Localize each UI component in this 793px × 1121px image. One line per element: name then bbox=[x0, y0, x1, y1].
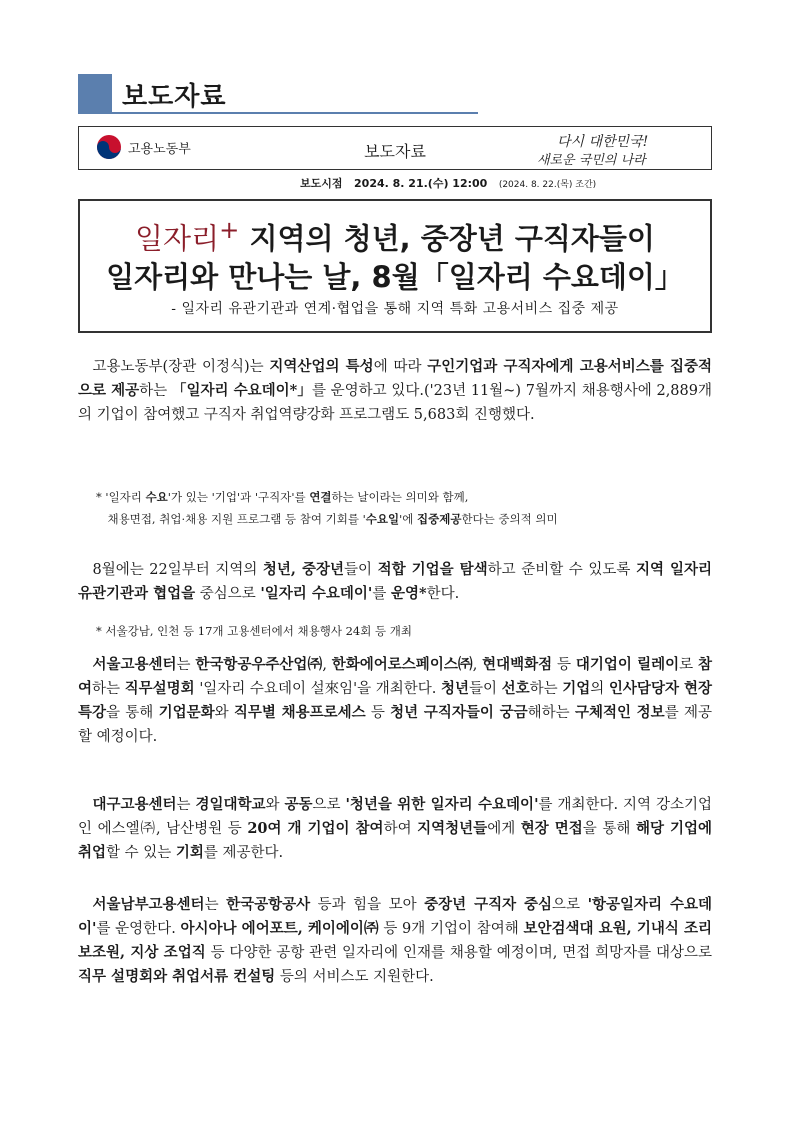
bold-text: 직무 설명회와 취업서류 컨설팅 bbox=[78, 968, 276, 985]
text-run: 를 개최한다. 지역 강소기업인 에스엘㈜, 남산병원 등 bbox=[78, 797, 712, 837]
bold-text: 청년, 중장년 bbox=[262, 561, 345, 578]
text-run: 등과 힘을 모아 bbox=[310, 897, 425, 913]
text-run: 는 bbox=[176, 657, 196, 673]
bold-text: 구체적인 정보 bbox=[574, 704, 665, 721]
header-accent-block bbox=[78, 74, 112, 112]
text-run: 중심으로 bbox=[195, 586, 261, 602]
text-run: 하는 bbox=[529, 681, 563, 697]
bold-text: 한화에어로스페이스㈜ bbox=[331, 656, 473, 673]
text-run: 하여 bbox=[383, 821, 418, 837]
bold-text: 공동 bbox=[284, 796, 313, 813]
text-run: 채용면접, 취업·채용 지원 프로그램 등 참여 기회를 ' bbox=[107, 512, 366, 526]
bold-text: 인사담당자 현장 특강 bbox=[78, 680, 713, 721]
bold-text: 수요 bbox=[145, 490, 168, 504]
headline-box bbox=[78, 199, 712, 333]
text-run: , bbox=[322, 657, 332, 673]
text-run: 등 bbox=[552, 657, 576, 673]
paragraph-5 bbox=[78, 893, 712, 989]
bold-text: 아시아나 에어포트, 케이에이㈜ bbox=[180, 920, 379, 937]
text-run: 는 bbox=[176, 797, 196, 813]
text-run: 하고 준비할 수 있도록 bbox=[487, 562, 636, 578]
text-run: 한다. bbox=[426, 586, 460, 602]
bold-text: 청년 bbox=[440, 680, 469, 697]
text-run: 을 통해 bbox=[106, 705, 159, 721]
text-run: 8월에는 22일부터 지역의 bbox=[92, 562, 263, 578]
text-run: 등 9개 기업이 참여해 bbox=[378, 921, 524, 937]
paragraph-1 bbox=[78, 355, 712, 427]
text-run: '에 bbox=[399, 512, 418, 526]
bold-text: 지역청년들 bbox=[417, 820, 488, 837]
text-run: '일자리 수요데이 설來임'을 개최한다. bbox=[194, 681, 441, 697]
text-run: 등 다양한 공항 관련 일자리에 인재를 채용할 예정이며, 면접 희망자를 대상으로 bbox=[205, 945, 712, 961]
bold-text: 직무설명회 bbox=[124, 680, 195, 697]
text-run: 를 운영하고 있다.('23년 11월~) 7월까지 채용행사에 2,889개의 기업이 참여했고 구직자 취업역량강화 프로그램도 5,683회 진행했다. bbox=[78, 383, 712, 423]
text-run: 로 bbox=[679, 657, 698, 673]
text-run: 하는 bbox=[92, 681, 125, 697]
bold-text: 「일자리 수요데이*」 bbox=[171, 382, 312, 399]
headline-line2: 일자리와 만나는 날, 8월「일자리 수요데이」 bbox=[106, 259, 684, 294]
bold-text: 청년 구직자들이 궁금 bbox=[390, 704, 528, 721]
ministry-name: 고용노동부 bbox=[128, 141, 191, 157]
bold-text: 운영* bbox=[390, 585, 427, 602]
bold-text: 중장년 구직자 중심 bbox=[424, 896, 553, 913]
embargo-line bbox=[300, 175, 596, 191]
paragraph-4 bbox=[78, 793, 712, 865]
bold-text: 현장 면접 bbox=[520, 820, 583, 837]
bold-text: 대기업이 릴레이 bbox=[575, 656, 680, 673]
text-run: 들이 bbox=[344, 562, 378, 578]
brand-mark: 일자리 bbox=[135, 221, 220, 256]
bold-text: 구인기업과 구직자에게 고용서비스를 집중적으로 제공 bbox=[78, 358, 712, 399]
text-run: * '일자리 bbox=[96, 490, 146, 504]
text-run: 와 bbox=[265, 797, 285, 813]
text-run: 들이 bbox=[468, 681, 502, 697]
bold-text: 수요일 bbox=[365, 512, 400, 526]
embargo-datetime: 2024. 8. 21.(수) 12:00 bbox=[354, 177, 488, 190]
bold-text: '청년을 위한 일자리 수요데이' bbox=[345, 796, 539, 813]
bold-text: 해당 기업에 취업 bbox=[78, 820, 712, 861]
text-run: 으로 bbox=[312, 797, 346, 813]
text-run: 에 따라 bbox=[373, 359, 428, 375]
text-run: 해하는 bbox=[527, 705, 575, 721]
text-run: 한다는 중의적 의미 bbox=[461, 512, 558, 526]
text-run: 를 운영한다. bbox=[96, 921, 181, 937]
bold-text: 서울남부고용센터 bbox=[92, 896, 205, 913]
text-run: 으로 bbox=[552, 897, 588, 913]
text-run: 등 bbox=[365, 705, 391, 721]
text-run: , bbox=[472, 657, 483, 673]
bold-text: 직무별 채용프로세스 bbox=[233, 704, 366, 721]
bold-text: 집중제공 bbox=[417, 512, 462, 526]
text-run: 을 통해 bbox=[582, 821, 636, 837]
bold-text: 선호 bbox=[501, 680, 530, 697]
header-underline bbox=[78, 112, 478, 114]
bold-text: '일자리 수요데이' bbox=[260, 585, 373, 602]
footnote-2: * 서울강남, 인천 등 17개 고용센터에서 채용행사 24회 등 개최 bbox=[96, 624, 412, 638]
bold-text: 경일대학교 bbox=[195, 796, 266, 813]
bold-text: 대구고용센터 bbox=[92, 796, 177, 813]
text-run: 와 bbox=[214, 705, 234, 721]
bold-text: 한국항공우주산업㈜ bbox=[195, 656, 323, 673]
paragraph-2 bbox=[78, 558, 712, 606]
page-title: 보도자료 bbox=[122, 82, 227, 112]
text-run: 에게 bbox=[487, 821, 521, 837]
bold-text: 적합 기업을 탐색 bbox=[377, 561, 488, 578]
bold-text: 서울고용센터 bbox=[92, 656, 177, 673]
text-run: 를 제공한다. bbox=[203, 845, 284, 861]
banner-label: 보도자료 bbox=[364, 142, 426, 161]
text-run: 를 제공할 예정이다. bbox=[78, 705, 712, 745]
bold-text: 지역산업의 특성 bbox=[269, 358, 374, 375]
bold-text: 기회 bbox=[175, 844, 204, 861]
bold-text: 참여 bbox=[78, 656, 712, 697]
bold-text: 연결 bbox=[309, 490, 332, 504]
text-run: 하는 날이라는 의미와 함께, bbox=[331, 490, 469, 504]
bold-text: 기업 bbox=[562, 680, 591, 697]
bold-text: 보안검색대 요원, 기내식 조리보조원, 지상 조업직 bbox=[78, 920, 712, 961]
paragraph-3 bbox=[78, 653, 712, 749]
text-run: 를 bbox=[372, 586, 391, 602]
footnote-1 bbox=[96, 486, 716, 530]
bold-text: 20여 개 기업이 참여 bbox=[247, 820, 384, 837]
text-run: 고용노동부(장관 이정식)는 bbox=[92, 359, 270, 375]
embargo-sub: (2024. 8. 22.(목) 조간) bbox=[498, 180, 597, 190]
headline bbox=[80, 211, 710, 296]
slogan-calligraphy bbox=[527, 129, 697, 169]
bold-text: 현대백화점 bbox=[482, 656, 553, 673]
headline-line1: 지역의 청년, 중장년 구직자들이 bbox=[239, 221, 655, 256]
text-run: 하는 bbox=[139, 383, 172, 399]
brand-plus: + bbox=[219, 216, 240, 244]
text-run: 할 수 있는 bbox=[106, 845, 176, 861]
bold-text: 한국공항공사 bbox=[226, 896, 311, 913]
slogan-line2: 새로운 국민의 나라 bbox=[537, 153, 646, 168]
bold-text: 지역 일자리 유관기관과 협업을 bbox=[78, 561, 712, 602]
text-run: 의 bbox=[590, 681, 609, 697]
ministry-banner bbox=[78, 126, 712, 170]
bold-text: 기업문화 bbox=[158, 704, 215, 721]
bold-text: '항공일자리 수요데이' bbox=[78, 896, 712, 937]
text-run: 는 bbox=[204, 897, 227, 913]
text-run: '가 있는 '기업'과 '구직자'를 bbox=[167, 490, 310, 504]
text-run: 등의 서비스도 지원한다. bbox=[275, 969, 434, 985]
slogan-line1: 다시 대한민국! bbox=[557, 134, 649, 150]
subheading: - 일자리 유관기관과 연계·협업을 통해 지역 특화 고용서비스 집중 제공 bbox=[171, 301, 619, 317]
embargo-label: 보도시점 bbox=[300, 177, 343, 190]
